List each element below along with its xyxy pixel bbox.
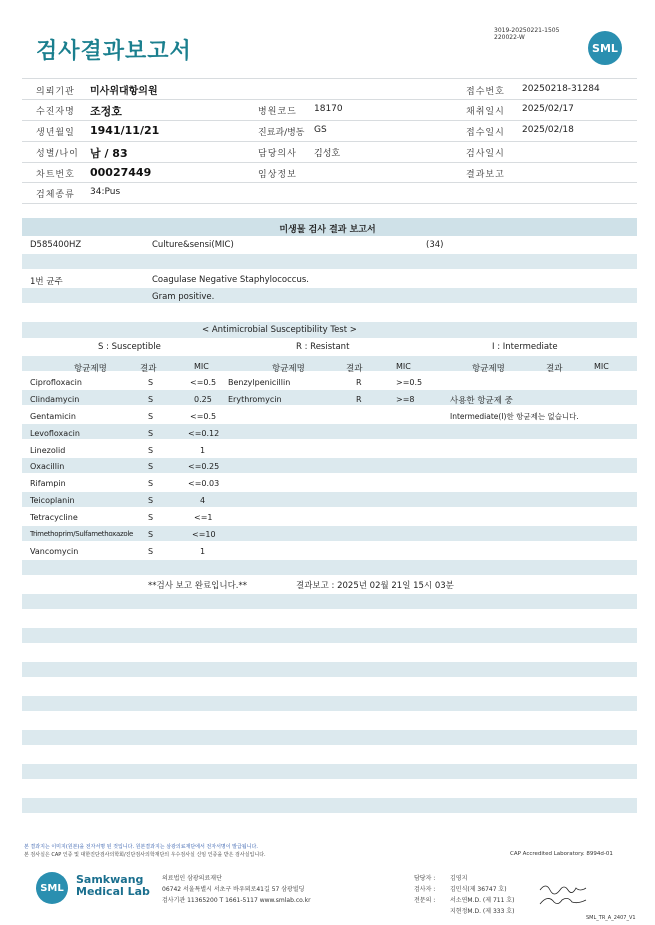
divider xyxy=(22,162,637,163)
col2-drug: Benzylpenicillin xyxy=(228,378,291,387)
divider xyxy=(22,120,637,121)
divider xyxy=(22,78,637,79)
col1-mic: 1 xyxy=(200,547,206,556)
col2-drug-header: 항균제명 xyxy=(272,364,305,374)
band xyxy=(22,492,637,507)
col1-mic: 0.25 xyxy=(194,395,212,404)
band xyxy=(22,628,637,643)
requester-value: 미사위대항의원 xyxy=(90,86,158,97)
col2-mic: >=0.5 xyxy=(396,378,423,387)
logo-line1: Samkwang xyxy=(76,873,144,886)
dept-value: GS xyxy=(314,125,327,135)
document-id-line2: 220022-W xyxy=(494,34,525,41)
signature-image xyxy=(536,880,592,910)
section-title: 미생물 검사 결과 보고서 xyxy=(279,225,376,235)
col1-result: S xyxy=(148,530,154,539)
report-complete-message: **검사 보고 완료입니다.** xyxy=(148,581,248,591)
col2-drug: Erythromycin xyxy=(228,395,282,404)
col1-result: S xyxy=(148,395,154,404)
specialist-2: 지현정M.D. (제 333 호) xyxy=(450,908,515,915)
band xyxy=(22,288,637,303)
band xyxy=(22,356,637,371)
col3-result-header: 결과 xyxy=(546,364,563,374)
col1-result: S xyxy=(148,446,154,455)
samkwang-logo-icon: SML xyxy=(36,872,68,904)
divider xyxy=(22,182,637,183)
col1-drug: Tetracycline xyxy=(30,513,78,522)
col1-mic: 4 xyxy=(200,496,206,505)
col1-mic: <=0.12 xyxy=(188,429,220,438)
colony-label: 1번 균주 xyxy=(30,277,63,287)
band xyxy=(22,696,637,711)
samkwang-logo-text xyxy=(76,874,150,898)
dob-value: 1941/11/21 xyxy=(90,124,160,137)
disclaimer-line1: 본 결과지는 이미지(원본)을 전자서명 된 것입니다. 원본결과지는 삼광의료재단에서 전자서명이 발급됩니다. xyxy=(24,844,258,850)
legend-intermediate: I : Intermediate xyxy=(492,342,558,352)
divider xyxy=(22,141,637,142)
receipt-no-value: 20250218-31284 xyxy=(522,84,600,94)
col3-drug-header: 항균제명 xyxy=(472,364,505,374)
col2-mic-header: MIC xyxy=(396,362,411,371)
col1-mic: <=0.5 xyxy=(190,378,217,387)
owner-label: 담당자 : xyxy=(414,875,436,882)
receipt-date-value: 2025/02/18 xyxy=(522,125,574,135)
band xyxy=(22,594,637,609)
document-id xyxy=(494,27,559,41)
receipt-no-label: 접수번호 xyxy=(466,87,505,97)
patient-label: 수진자명 xyxy=(36,107,75,117)
col2-result: R xyxy=(356,378,362,387)
test-name: Culture&sensi(MIC) xyxy=(152,240,234,250)
specimen-value: 34:Pus xyxy=(90,187,121,197)
col1-drug: Gentamicin xyxy=(30,412,76,421)
col1-drug: Rifampin xyxy=(30,479,66,488)
legend-susceptible: S : Susceptible xyxy=(98,342,161,352)
specialist-1: 서소연M.D. (제 711 호) xyxy=(450,897,515,904)
band xyxy=(22,560,637,575)
logo-line2: Medical Lab xyxy=(76,885,150,898)
col1-drug: Levofloxacin xyxy=(30,429,80,438)
patient-value: 조정호 xyxy=(90,105,122,118)
owner-value: 김영지 xyxy=(450,875,468,882)
divider xyxy=(22,99,637,100)
divider xyxy=(22,203,637,204)
sml-logo: SML xyxy=(588,31,622,65)
col1-result: S xyxy=(148,378,154,387)
band xyxy=(22,662,637,677)
col2-result-header: 결과 xyxy=(346,364,363,374)
col1-mic: <=0.5 xyxy=(190,412,217,421)
hospital-code-value: 18170 xyxy=(314,104,343,114)
col1-mic: <=0.03 xyxy=(188,479,220,488)
report-label: 결과보고 xyxy=(466,170,505,180)
col1-drug: Ciprofloxacin xyxy=(30,378,82,387)
final-report-time: 결과보고 : 2025년 02월 21일 15시 03분 xyxy=(296,581,454,591)
band xyxy=(22,390,637,405)
document-id-line1: 3019-20250221-1505 xyxy=(494,27,560,34)
col1-mic-header: MIC xyxy=(194,362,209,371)
specialist-label: 전문의 : xyxy=(414,897,436,904)
dept-label: 진료과/병동 xyxy=(258,128,305,138)
org-address: 06742 서울특별시 서초구 바우뫼로41길 57 삼광빌딩 xyxy=(162,886,305,893)
collect-date-value: 2025/02/17 xyxy=(522,104,574,114)
intermediate-note-line1: 사용한 항균제 중 xyxy=(450,396,513,406)
col1-drug: Oxacillin xyxy=(30,462,65,471)
clinical-info-label: 임상정보 xyxy=(258,170,297,180)
band xyxy=(22,254,637,269)
organism-line2: Gram positive. xyxy=(152,292,215,302)
disclaimer-line2: 본 검사실은 CAP 인증 및 대한진단검사의학회/진단검사의학재단의 우수검사실 신임 인증을 받은 검사실입니다. xyxy=(24,852,266,858)
doctor-value: 김성호 xyxy=(314,149,341,159)
tester-value: 김민식(제 36747 호) xyxy=(450,886,507,893)
col1-result: S xyxy=(148,429,154,438)
specimen-label: 검체종류 xyxy=(36,190,75,200)
band xyxy=(22,730,637,745)
col1-drug: Vancomycin xyxy=(30,547,79,556)
band xyxy=(22,458,637,473)
col2-result: R xyxy=(356,395,362,404)
hospital-code-label: 병원코드 xyxy=(258,107,297,117)
col1-drug: Clindamycin xyxy=(30,395,80,404)
tester-label: 검사자 : xyxy=(414,886,436,893)
col1-result: S xyxy=(148,496,154,505)
test-count: (34) xyxy=(426,240,444,250)
col1-mic: <=0.25 xyxy=(188,462,220,471)
intermediate-note-line2: Intermediate(I)한 항균제는 없습니다. xyxy=(450,412,579,421)
band xyxy=(22,764,637,779)
sex-age-label: 성별/나이 xyxy=(36,149,79,159)
col1-drug: Trimethoprim/Sulfamethoxazole xyxy=(30,530,133,538)
organism-line1: Coagulase Negative Staphylococcus. xyxy=(152,275,309,285)
chart-no-value: 00027449 xyxy=(90,166,152,179)
collect-date-label: 채취일시 xyxy=(466,107,505,117)
col1-mic: <=10 xyxy=(192,530,216,539)
col1-drug: Linezolid xyxy=(30,446,66,455)
doctor-label: 담당의사 xyxy=(258,149,297,159)
org-contact: 검사기관 11365200 T 1661-5117 www.smlab.co.kr xyxy=(162,897,311,904)
dob-label: 생년월일 xyxy=(36,128,75,138)
col1-drug-header: 항균제명 xyxy=(74,364,107,374)
col1-result: S xyxy=(148,479,154,488)
org-name: 의료법인 삼광의료재단 xyxy=(162,875,222,882)
requester-label: 의뢰기관 xyxy=(36,87,75,97)
col1-result: S xyxy=(148,547,154,556)
ast-title: < Antimicrobial Susceptibility Test > xyxy=(202,325,357,335)
col1-result: S xyxy=(148,513,154,522)
col1-mic: <=1 xyxy=(194,513,213,522)
col1-mic: 1 xyxy=(200,446,206,455)
band xyxy=(22,424,637,439)
sex-age-value: 남 / 83 xyxy=(90,147,128,160)
col3-mic-header: MIC xyxy=(594,362,609,371)
form-code: SML_TR_A_2407_V1 xyxy=(586,915,636,921)
page-title: 검사결과보고서 xyxy=(36,39,192,64)
receipt-date-label: 접수일시 xyxy=(466,128,505,138)
cap-accreditation: CAP Accredited Laboratory. 8994d-01 xyxy=(510,851,613,857)
test-code: D585400HZ xyxy=(30,240,82,250)
band xyxy=(22,798,637,813)
col1-result: S xyxy=(148,462,154,471)
col1-result-header: 결과 xyxy=(140,364,157,374)
legend-resistant: R : Resistant xyxy=(296,342,350,352)
col1-result: S xyxy=(148,412,154,421)
col1-drug: Teicoplanin xyxy=(30,496,75,505)
col2-mic: >=8 xyxy=(396,395,415,404)
test-date-label: 검사일시 xyxy=(466,149,505,159)
chart-no-label: 차트번호 xyxy=(36,170,75,180)
